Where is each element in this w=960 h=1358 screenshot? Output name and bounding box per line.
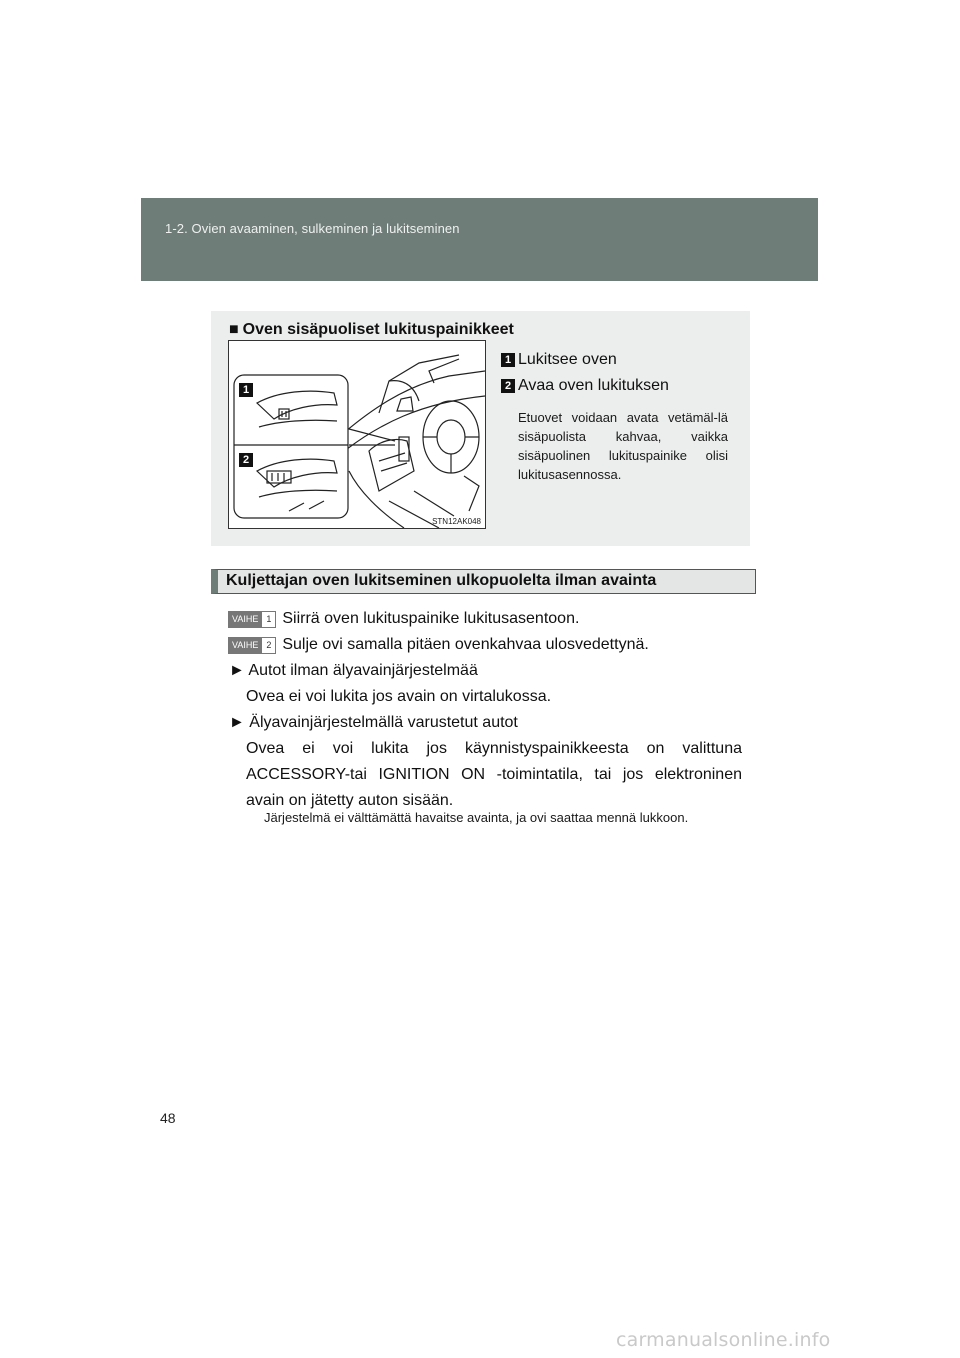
bullet-1-text: Ovea ei voi lukita jos avain on virtalukossa. xyxy=(246,688,552,705)
bullet-1-title xyxy=(229,662,478,680)
section-heading-text: Kuljettajan oven lukitseminen ulkopuolelta ilman avainta xyxy=(226,572,657,589)
door-lock-illustration xyxy=(228,340,486,529)
figure-code: STN12AK048 xyxy=(432,517,481,526)
bullet-1-title-text: Autot ilman älyavainjärjestelmää xyxy=(248,662,478,679)
page-number: 48 xyxy=(160,1110,176,1126)
figure-callout-1: 1 xyxy=(239,383,253,397)
step-tag-number: 1 xyxy=(266,613,272,624)
section-note: Järjestelmä ei välttämättä havaitse avainta, ja ovi saattaa mennä lukkoon. xyxy=(264,810,689,825)
step-text-2: Sulje ovi samalla pitäen ovenkahvaa ulosvedettynä. xyxy=(282,636,649,653)
figure-callout-2: 2 xyxy=(239,453,253,467)
square-bullet-icon: ■ xyxy=(229,321,239,338)
section-heading xyxy=(211,569,756,594)
triangle-bullet-icon: ► xyxy=(229,714,245,731)
bullet-2-text: Ovea ei voi lukita jos käynnistyspainikkeesta on valittuna ACCESSORY-tai IGNITION ON -toimintatila, tai jos elektroninen avain on jätetty auton sisään. xyxy=(246,740,742,809)
info-box-title xyxy=(229,321,514,339)
bullet-2-title xyxy=(229,714,518,732)
step-2 xyxy=(228,636,649,654)
watermark: carmanualsonline.info xyxy=(616,1329,831,1351)
legend-text-1: Lukitsee oven xyxy=(518,351,617,368)
step-tag-label: VAIHE xyxy=(229,638,262,653)
step-tag-2 xyxy=(228,637,276,654)
step-tag-number: 2 xyxy=(266,639,272,650)
chapter-breadcrumb: 1-2. Ovien avaaminen, sulkeminen ja lukitseminen xyxy=(165,221,460,236)
legend-number-1: 1 xyxy=(501,353,515,367)
legend-text-2: Avaa oven lukituksen xyxy=(518,377,669,394)
info-box-title-text: Oven sisäpuoliset lukituspainikkeet xyxy=(242,321,514,338)
bullet-2-title-text: Älyavainjärjestelmällä varustetut autot xyxy=(249,714,518,731)
step-tag-label: VAIHE xyxy=(229,612,262,627)
step-tag-1 xyxy=(228,611,276,628)
car-interior-drawing xyxy=(229,341,485,528)
chapter-header-band xyxy=(141,198,818,281)
legend-number-2: 2 xyxy=(501,379,515,393)
step-1 xyxy=(228,610,579,628)
step-text-1: Siirrä oven lukituspainike lukitusasentoon. xyxy=(282,610,580,627)
triangle-bullet-icon: ► xyxy=(229,662,245,679)
info-box-note: Etuovet voidaan avata vetämäl-lä sisäpuolista kahvaa, vaikka sisäpuolinen lukituspainike olisi lukitusasennossa. xyxy=(518,410,728,482)
